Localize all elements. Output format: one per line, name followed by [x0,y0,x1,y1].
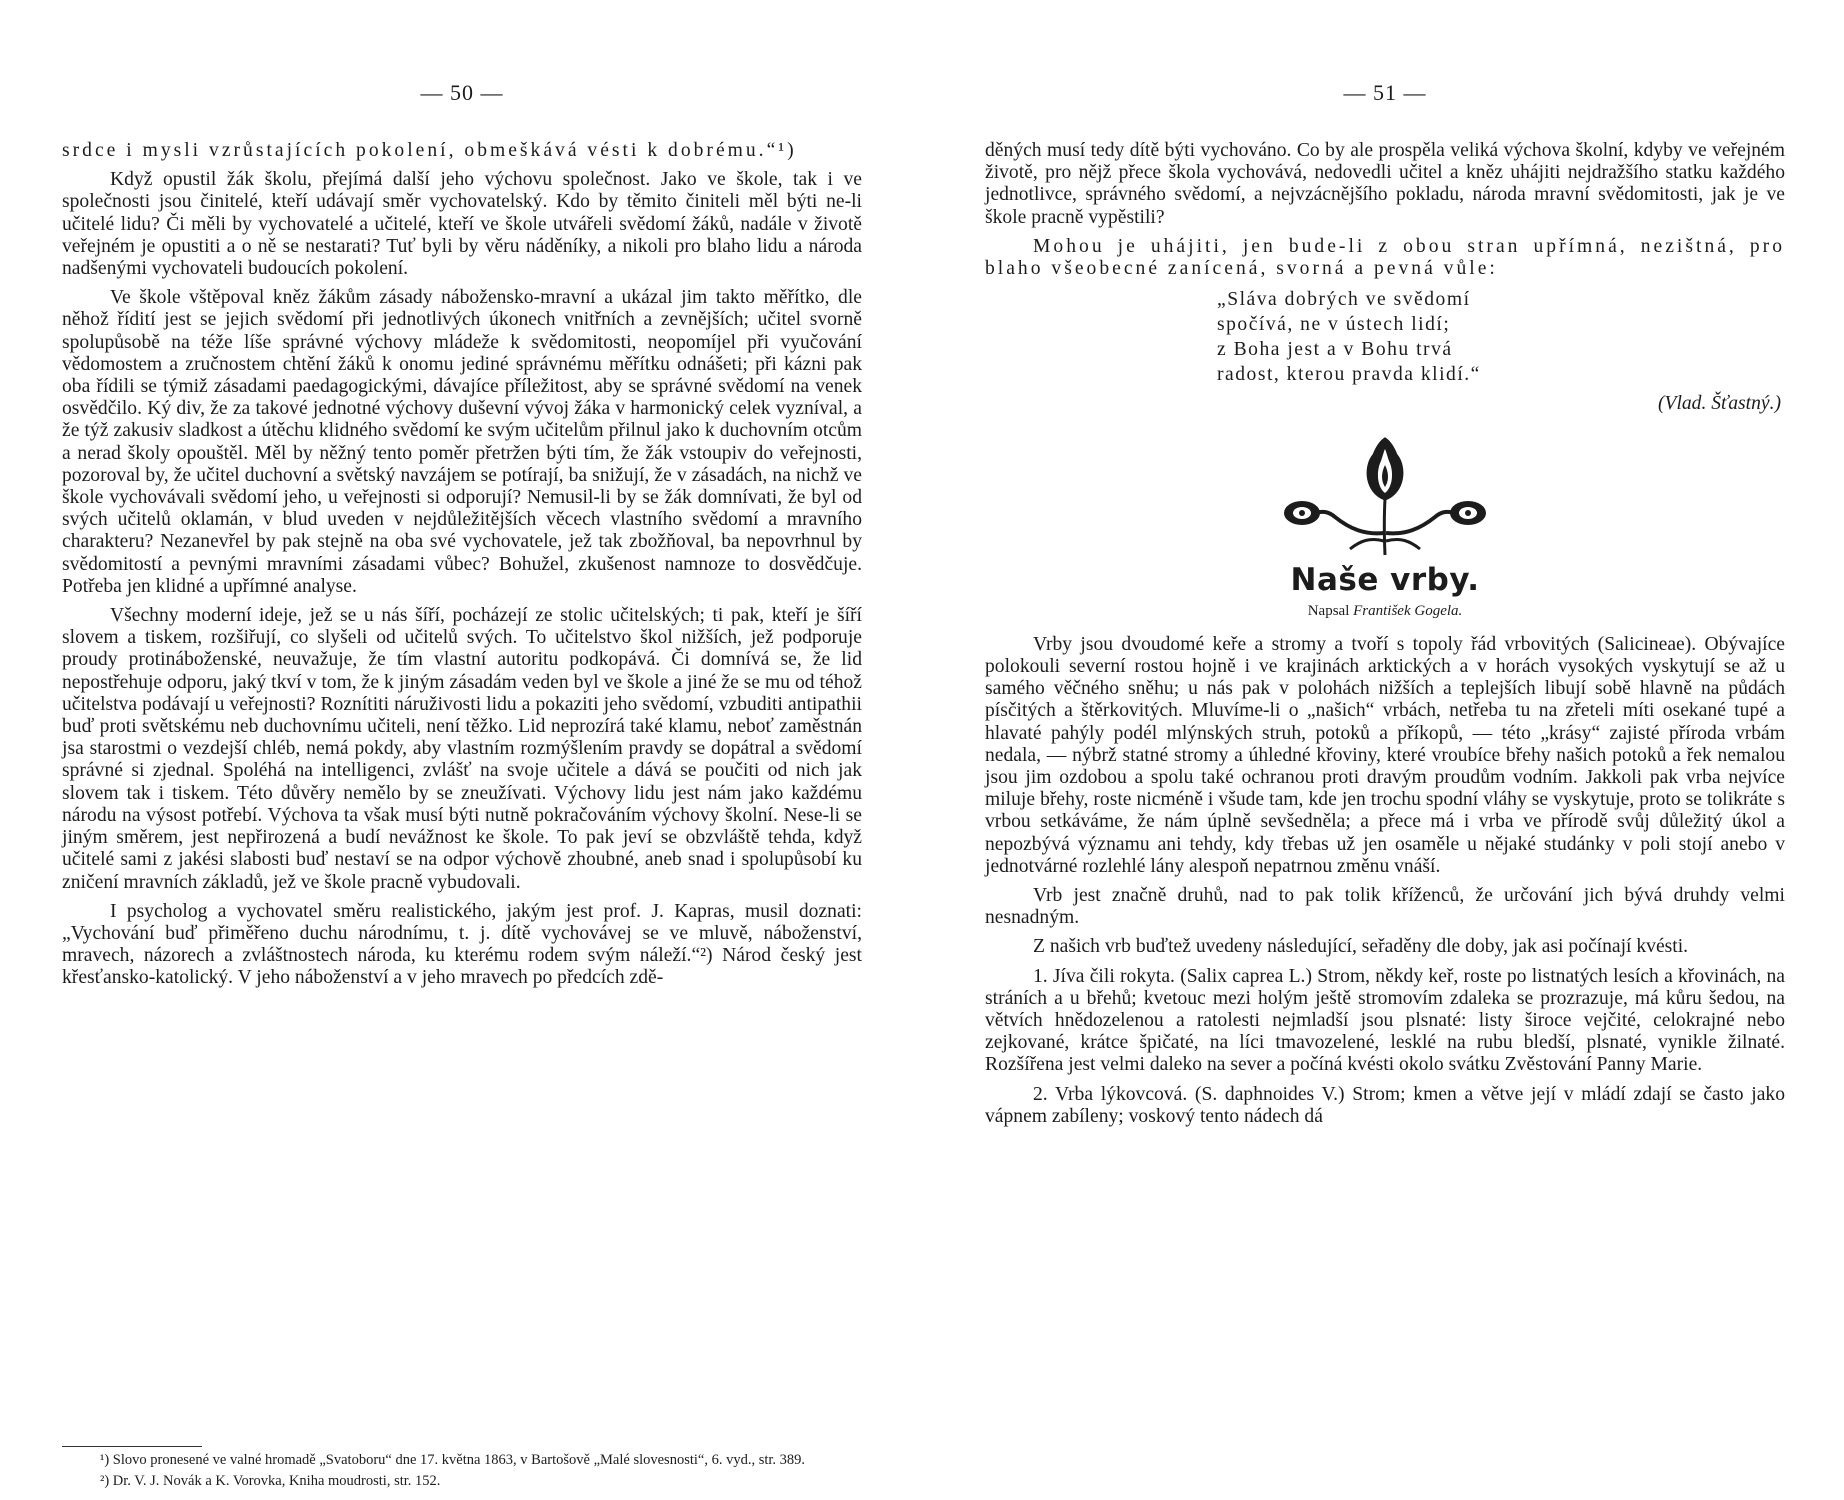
page-number-left: — 50 — [420,80,504,105]
byline-author: František Gogela. [1353,602,1463,619]
paragraph: děných musí tedy dítě býti vychováno. Co by ale prospěla veliká výchova školní, kdyby ve veřejném životě, pro nějž přece škola vychovává, nedovedli učitel a kněz uhájiti nejdražšího statku každého jednotlivce, správného svědomí, a nejvzácnějšího pokladu, národa mravní svědomitosti, jak je ve škole pracně vypěstili? [985,140,1785,228]
left-page [62,0,862,1500]
footnote: ¹) Slovo pronesené ve valné hromadě „Svatoboru“ dne 17. května 1863, v Bartošově „Malé slovesnosti“, 6. vyd., str. 389. [100,1452,806,1468]
footnote-rule [62,1446,202,1447]
paragraph: I psycholog a vychovatel směru realistického, jakým jest prof. J. Kapras, musil doznati: „Vychování buď přiměřeno duchu národnímu, t. j. dítě vychovávej se ve mluvě, náboženství, mravech, názorech a zvláštnostech národa, ku kterému rodem svým náleží.“²) Národ český jest křesťansko-katolický. V jeho náboženství a v jeho mravech po předcích zdě- [62,900,862,989]
byline-prefix: Napsal [1307,602,1350,619]
footnote: ²) Dr. V. J. Novák a K. Vorovka, Kniha moudrosti, str. 152. [100,1473,441,1489]
paragraph: Vrby jsou dvoudomé keře a stromy a tvoří s topoly řád vrbovitých (Salicineae). Obývajíce polokouli severní rostou hojně i ve krajinách arktických a v horách vysokých vyskytují se až u samého věčného sněhu; u nás pak v polohách nižších a teplejších libují sobě hlavně na půdách písčitých a štěrkovitých. Mluvíme-li o „našich“ vrbách, netřeba tu na zřeteli míti osekané tupé a hlavaté pahýly podél mlýnských struh, potoků a příkopů, — této „krásy“ zajisté příroda vrbám nedala, — nýbrž statné stromy a úhledné křoviny, které vroubíce břehy našich potoků a řek nemalou jsou jim ozdobou a spolu také ochranou proti dravým proudům vodním. Jakkoli pak vrba nejvíce miluje břehy, roste nicméně i všude tam, kde jen trochu spodní vláhy se vyskytuje, proto se tolikráte s vrbou setkáváme, že nám úplně sevšedněla; a přece má i vrba ve přírodě svůj důležitý úkol a nepozbývá významu ani tehdy, kdy třebas už jen osaměle u nějaké studánky v poli stojí anebo v jednotvárné rozlehlé lány alespoň nepatrnou změnu vnáší. [985,633,1785,877]
poem-line: „Sláva dobrých ve svědomí [1217,289,1471,311]
footnotes [62,1451,862,1493]
poem-line: z Boha jest a v Bohu trvá [1217,339,1453,361]
paragraph: Z našich vrb buďtež uvedeny následující, seřaděny dle doby, jak asi počínají kvésti. [1033,936,1689,958]
right-page [985,0,1785,1500]
paragraph: Když opustil žák školu, přejímá další jeho výchovu společnost. Jako ve škole, tak i ve společnosti jsou činitelé, kteří udávají směr vychovatelský. Kdo by těmito činiteli měl býti ne-li učitelé lidu? Či měli by vychovatelé a učitelé, kteří ve škole utvářeli svědomí žáků, nadále v životě veřejném je opustiti a o ně se nestarati? Tuť byli by věru náděníky, a nikoli pro blaho lidu a národa nadšenými vychovateli budoucích pokolení. [62,169,862,280]
paragraph: 2. Vrba lýkovcová. (S. daphnoides V.) Strom; kmen a větve její v mládí zdají se často jako vápnem zabíleny; voskový tento nádech dá [985,1083,1785,1127]
poem-line: spočívá, ne v ústech lidí; [1217,314,1451,336]
paragraph: 1. Jíva čili rokyta. (Salix caprea L.) Strom, někdy keř, roste po listnatých lesích a křovinách, na stráních a u břehů; kvetouc mezi holým ještě stromovím zdaleka se prozrazuje, má kůru šedou, na větvích hnědozelenou a ratolesti nejmladší jsou plsnaté: listy široce vejčité, celokrajné nebo zejkované, krátce špičaté, na líci tmavozelené, lesklé na rubu bledší, plsnaté, vynikle žilnaté. Rozšířena jest velmi daleko na sever a počíná kvésti okolo svátku Zvěstování Panny Marie. [985,965,1785,1076]
paragraph: Vrb jest značně druhů, nad to pak tolik kříženců, že určování jich bývá druhdy velmi nesnadným. [985,885,1785,929]
article-byline [985,600,1785,622]
lotus-flower-ornament-icon [1280,437,1490,557]
page-number-right: — 51 — [1343,80,1427,105]
poem-line: radost, kterou pravda klidí.“ [1217,364,1481,386]
paragraph: Všechny moderní ideje, jež se u nás šíří, pocházejí ze stolic učitelských; ti pak, kteří je šíří slovem a tiskem, rozšiřují, co slyšeli od učitelů svých. To učitelstvo škol nižších, jež podporuje proudy protináboženské, neuvažuje, že tím vlastní autoritu podkopává. Či domnívá se, že lid nepostřehuje odporu, jaký tkví v tom, že k jiným zásadám veden byl ve škole a jiné že se mu od téhož učitelstva podávají u veřejnosti? Roznítiti náruživosti lidu a pokaziti jeho svědomí, vzbuditi antipathii buď proti světskému neb duchovnímu učiteli, není těžko. Lid neprozírá také klamu, neboť zaměstnán jsa starostmi o vezdejší chléb, nemá pokdy, aby vlastním rozmýšlením pravdy se dopátral a svědomí správné si zjednal. Spoléhá na intelligenci, zvlášť na svoje učitele a dává se poučiti od nich jak slovem tak i tiskem. Této důvěry nemělo by se zneužívati. Výchovy lidu jest nám jako každému národu na výsost potřebí. Výchova ta však musí býti nutně pokračováním výchovy školní. Nese-li se jiným směrem, jest nepřirozená a budí nevážnost ke škole. To pak jeví se obzvláště tehda, když učitelé sami z jakési slabosti buď nestaví se na odpor výchově zhoubné, aneb snad i spolupůsobí ku zničení mravních základů, jež ve škole pracně vybudovali. [62,605,862,893]
left-body [62,140,862,997]
right-body [985,140,1785,1135]
paragraph: srdce i mysli vzrůstajících pokolení, obmeškává vésti k dobrému.“¹) [62,140,797,161]
poem-author: (Vlad. Šťastný.) [1657,393,1781,415]
paragraph: Mohou je uhájiti, jen bude-li z obou stran upřímná, nezištná, pro blaho všeobecné zanícená, svorná a pevná vůle: [985,235,1785,280]
poem [985,287,1785,387]
article-title: Naše vrby. [1290,562,1480,599]
paragraph: Ve škole vštěpoval kněz žákům zásady nábožensko-mravní a ukázal jim takto měřítko, dle něhož řídití jest se jejich svědomí při jednotlivých úkonech vnitřních a zevnějších; učitel svorně spolupůsobě na téže líše správné výchovy mládeže k svědomitosti, neopomíjel při vyučování vědomostem a zručnostem chtění žáků k onomu jediné správnému měřítku odnášeti; při kázni pak oba řídili se týmiž zásadami paedagogickými, dávajíce příležitost, aby se správné svědomí na venek osvědčilo. Ký div, že za takové jednotné výchovy duševní vývoj žáka v harmonický celek vyzníval, a že týž zakusiv sladkost a útěchu klidného svědomí ke svým učitelům přilnul jako k duchovním otcům a nerad školy opouštěl. Měl by něžný tento poměr přetržen býti tím, že žák vstoupiv do veřejnosti, pozoroval by, že učitel duchovní a světský navzájem se potírají, ba snižují, že v zásadách, na nichž ve škole vychovávali svědomí jeho, u veřejnosti si odporují? Nemusil-li by se žák domnívati, že byl od svých učitelů oklamán, v blud uveden v nejdůležitějších věcech vlastního svědomí a mravního charakteru? Nezanevřel by pak stejně na oba své vychovatele, jež tak zbožňoval, ba nepovrhnul by svědomitostí a pevnými mravními zásadami vůbec? Bohužel, zkušenost namnoze to dosvědčuje. Potřeba jen klidné a upřímné analyse. [62,287,862,597]
